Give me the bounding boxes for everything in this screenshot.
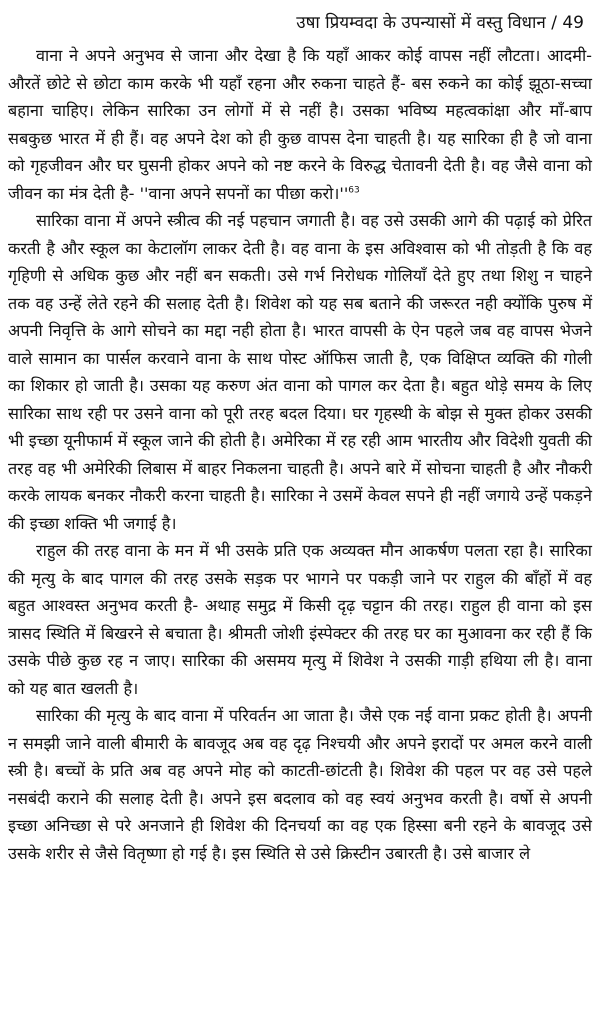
paragraph-2 bbox=[8, 207, 592, 537]
paragraph-text: राहुल की तरह वाना के मन में भी उसके प्रति एक अव्यक्त मौन आकर्षण पलता रहा है। सारिका की मृत्यु के बाद पागल की तरह उसके सड़क पर भागने पर पकड़ी जाने पर राहुल की बाँहों में वह बहुत आश्वस्त अनुभव करती है- अथाह समुद्र में किसी दृढ़ चट्टान की तरह। राहुल ही वाना को इस त्रासद स्थिति में बिखरने से बचाता है। श्रीमती जोशी इंस्पेक्टर की तरह घर का मुआवना कर रही हैं कि उसके पीछे कुछ रह न जाए। सारिका की असमय मृत्यु में शिवेश ने उसकी गाड़ी हथिया ली है। वाना को यह बात खलती है। bbox=[8, 541, 592, 698]
footnote-marker: 63 bbox=[348, 185, 360, 196]
running-header: उषा प्रियम्वदा के उपन्यासों में वस्तु विधान / 49 bbox=[296, 13, 584, 33]
body-text bbox=[8, 42, 592, 867]
paragraph-4 bbox=[8, 702, 592, 867]
paragraph-text: सारिका वाना में अपने स्त्रीत्व की नई पहचान जगाती है। वह उसे उसकी आगे की पढ़ाई को प्रेरित करती है और स्कूल का केटालॉग लाकर देती है। वह वाना के इस अविश्वास को भी तोड़ती है कि वह गृहिणी से अधिक कुछ और नहीं बन सकती। उसे गर्भ निरोधक गोलियाँ देते हुए तथा शिशु न चाहने तक वह उन्हें लेते रहने की सलाह देती है। शिवेश को यह सब बताने की जरूरत नही क्योंकि पुरुष में अपनी निवृत्ति के आगे सोचने का मद्दा नही होता है। भारत वापसी के ऐन पहले जब वह वापस भेजने वाले सामान का पार्सल करवाने वाना के साथ पोस्ट ऑफिस जाती है, एक विक्षिप्त व्यक्ति की गोली का शिकार हो जाती है। उसका यह करुण अंत वाना को पागल कर देता है। बहुत थोड़े समय के लिए सारिका साथ रही पर उसने वाना को पूरी तरह बदल दिया। घर गृहस्थी के बोझ से मुक्त होकर उसकी भी इच्छा यूनीफार्म में स्कूल जाने की होती है। अमेरिका में रह रही आम भारतीय और विदेशी युवती की तरह वह भी अमेरिकी लिबास में बाहर निकलना चाहती है। अपने बारे में सोचना चाहती है और नौकरी करके लायक बनकर नौकरी करना चाहती है। सारिका ने उसमें केवल सपने ही नहीं जगाये उन्हें पकड़ने की इच्छा शक्ति भी जगाई है। bbox=[8, 211, 592, 533]
book-page bbox=[8, 0, 592, 1028]
paragraph-3 bbox=[8, 537, 592, 702]
paragraph-text: सारिका की मृत्यु के बाद वाना में परिवर्तन आ जाता है। जैसे एक नई वाना प्रकट होती है। अपनी न समझी जाने वाली बीमारी के बावजूद अब वह दृढ़ निश्चयी और अपने इरादों पर अमल करने वाली स्त्री है। बच्चों के प्रति अब वह अपने मोह को काटती-छांटती है। शिवेश की पहल पर वह उसे पहले नसबंदी कराने की सलाह देती है। अपने इस बदलाव को वह स्वयं अनुभव करती है। वर्षो से अपनी इच्छा अनिच्छा से परे अनजाने ही शिवेश की दिनचर्या का वह एक हिस्सा बनी रहने के बावजूद उसे उसके शरीर से जैसे वितृष्णा हो गई है। इस स्थिति से उसे क्रिस्टीन उबारती है। उसे बाजार ले bbox=[8, 706, 592, 863]
paragraph-1 bbox=[8, 42, 592, 207]
paragraph-text: वाना ने अपने अनुभव से जाना और देखा है कि यहाँ आकर कोई वापस नहीं लौटता। आदमी-औरतें छोटे से छोटा काम करके भी यहाँ रहना और रुकना चाहते हैं- बस रुकने का कोई झूठा-सच्चा बहाना चाहिए। लेकिन सारिका उन लोगों में से नहीं है। उसका भविष्य महत्वकांक्षा और माँ-बाप सबकुछ भारत में ही हैं। वह अपने देश को ही कुछ वापस देना चाहती है। यह सारिका ही है जो वाना को गृहजीवन और घर घुसनी होकर अपने को नष्ट करने के विरुद्ध चेतावनी देती है। वह जैसे वाना को जीवन का मंत्र देती है- ''वाना अपने सपनों का पीछा करो।'' bbox=[8, 46, 592, 203]
